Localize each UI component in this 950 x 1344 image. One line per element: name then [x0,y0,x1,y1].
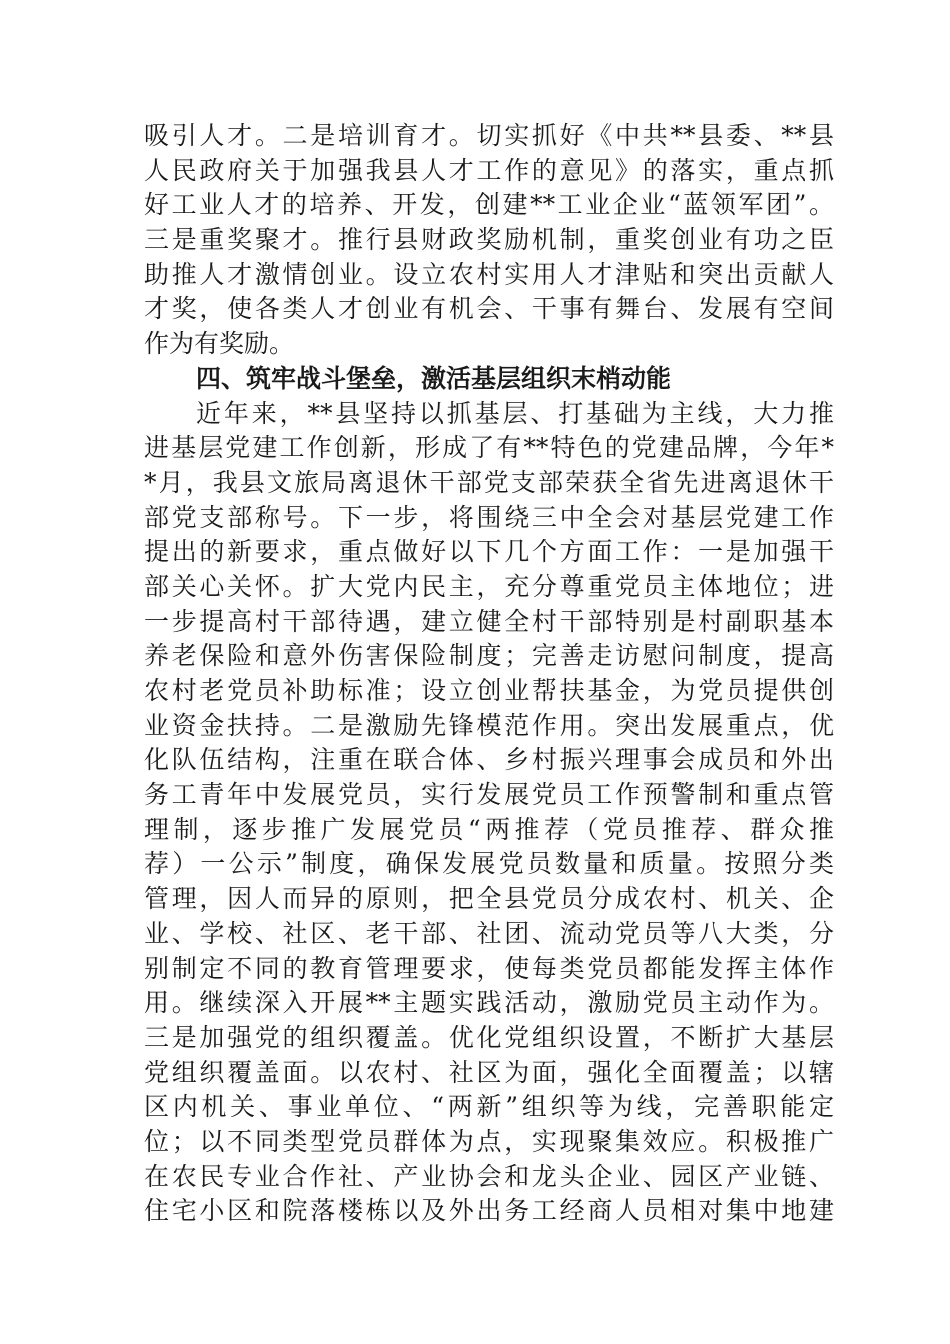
text-line: 部关心关怀。扩大党内民主，充分尊重党员主体地位；进 [144,571,834,601]
text-line: 进基层党建工作创新，形成了有**特色的党建品牌，今年* [144,433,834,463]
text-line: 养老保险和意外伤害保险制度；完善走访慰问制度，提高 [144,641,834,671]
body-text [144,119,834,1229]
text-line: 作为有奖励。 [144,329,295,359]
text-line: 在农民专业合作社、产业协会和龙头企业、园区产业链、 [144,1161,834,1191]
text-line: 理制，逐步推广发展党员“两推荐（党员推荐、群众推 [144,814,834,844]
text-line: *月，我县文旅局离退休干部党支部荣获全省先进离退休干 [144,467,834,497]
text-line: 三是加强党的组织覆盖。优化党组织设置，不断扩大基层 [144,1022,834,1052]
text-line: 助推人才激情创业。设立农村实用人才津贴和突出贡献人 [144,259,834,289]
text-line: 位；以不同类型党员群体为点，实现聚集效应。积极推广 [144,1126,834,1156]
text-line: 党组织覆盖面。以农村、社区为面，强化全面覆盖；以辖 [144,1057,834,1087]
text-line: 管理，因人而异的原则，把全县党员分成农村、机关、企 [144,884,834,914]
text-line: 才奖，使各类人才创业有机会、干事有舞台、发展有空间 [144,294,834,324]
text-line: 别制定不同的教育管理要求，使每类党员都能发挥主体作 [144,953,834,983]
text-line: 业资金扶持。二是激励先锋模范作用。突出发展重点，优 [144,710,834,740]
text-line: 区内机关、事业单位、“两新”组织等为线，完善职能定 [144,1092,834,1122]
text-line: 业、学校、社区、老干部、社团、流动党员等八大类，分 [144,918,834,948]
text-line: 人民政府关于加强我县人才工作的意见》的落实，重点抓 [144,155,834,185]
text-line: 吸引人才。二是培训育才。切实抓好《中共**县委、**县 [144,121,834,150]
text-line: 用。继续深入开展**主题实践活动，激励党员主动作为。 [144,988,834,1018]
text-line: 化队伍结构，注重在联合体、乡村振兴理事会成员和外出 [144,745,834,775]
text-line: 荐）一公示”制度，确保发展党员数量和质量。按照分类 [144,849,834,879]
paragraph-first-line: 近年来，**县坚持以抓基层、打基础为主线，大力推 [196,398,834,428]
text-line: 住宅小区和院落楼栋以及外出务工经商人员相对集中地建 [144,1196,834,1226]
section-heading: 四、筑牢战斗堡垒，激活基层组织末梢动能 [196,363,672,393]
text-line: 好工业人才的培养、开发，创建**工业企业“蓝领军团”。 [144,190,834,220]
text-line: 三是重奖聚才。推行县财政奖励机制，重奖创业有功之臣 [144,225,834,255]
text-line: 提出的新要求，重点做好以下几个方面工作：一是加强干 [144,537,834,567]
text-line: 一步提高村干部待遇，建立健全村干部特别是村副职基本 [144,606,834,636]
text-line: 部党支部称号。下一步，将围绕三中全会对基层党建工作 [144,502,834,532]
text-line: 务工青年中发展党员，实行发展党员工作预警制和重点管 [144,780,834,810]
text-line: 农村老党员补助标准；设立创业帮扶基金，为党员提供创 [144,676,834,705]
